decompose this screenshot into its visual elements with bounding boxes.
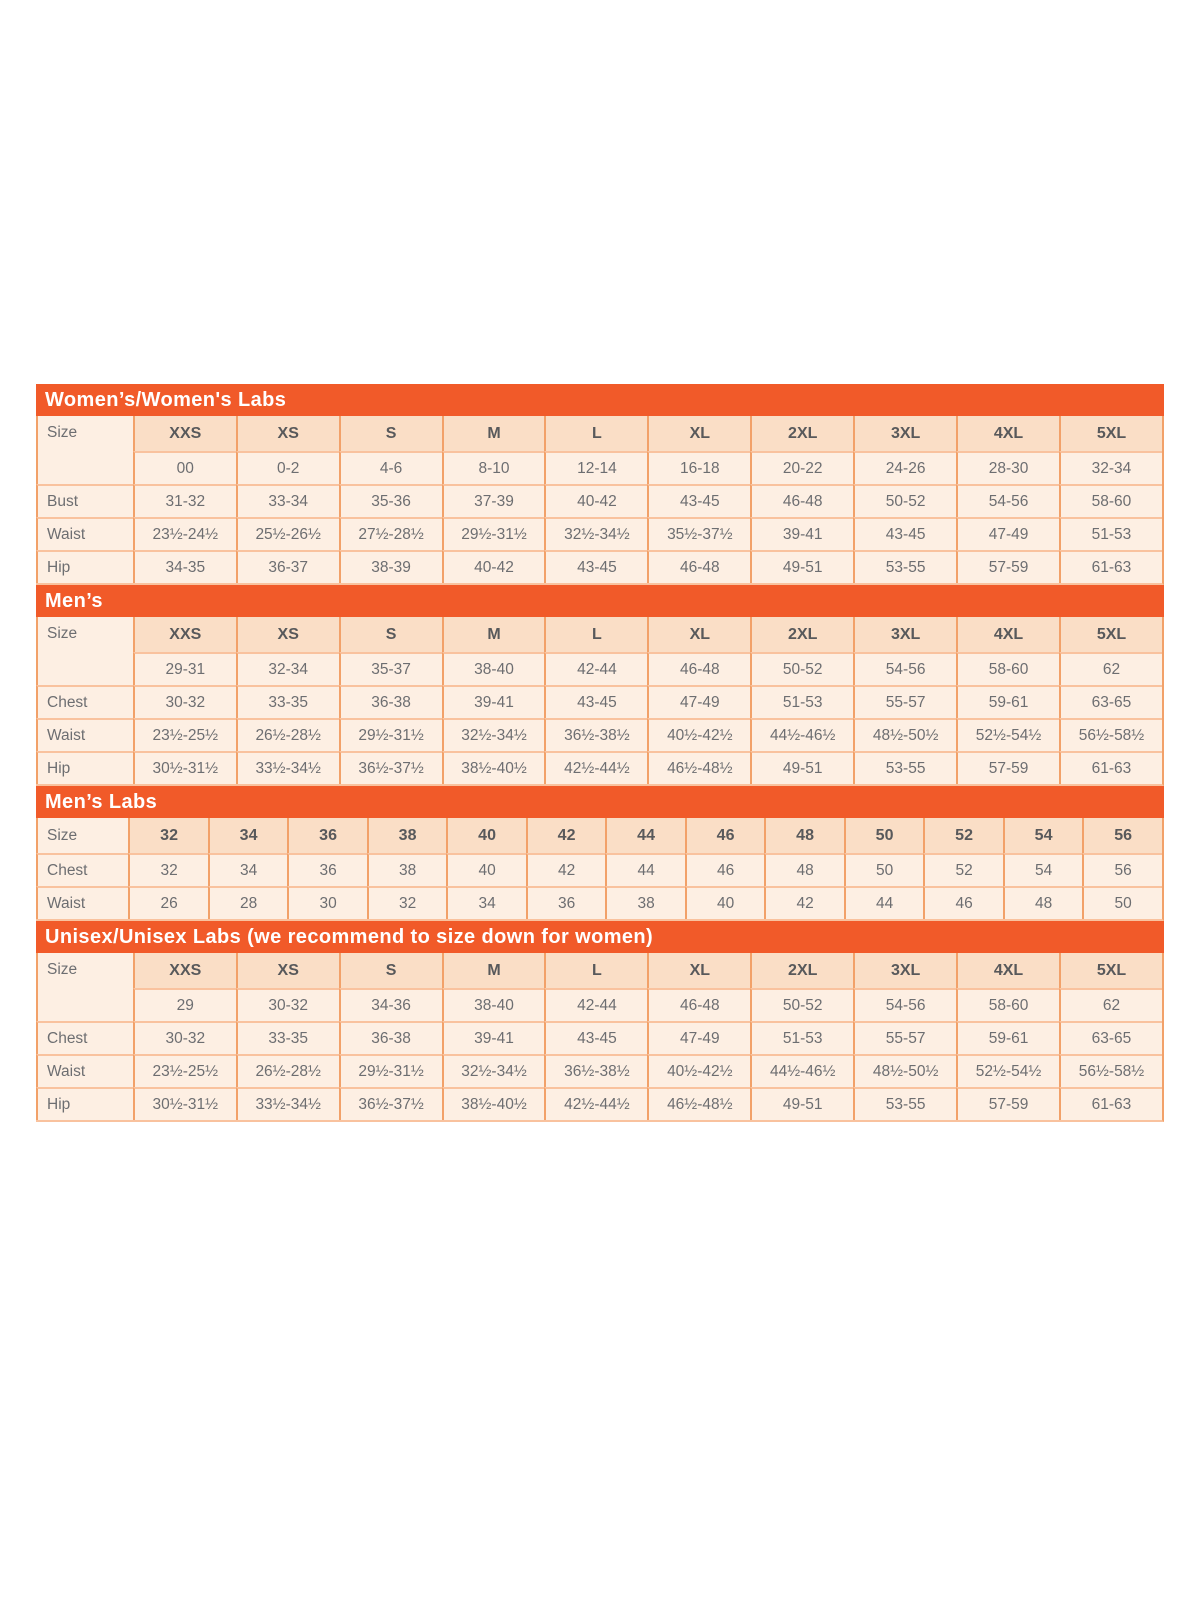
row-label-size: Size <box>36 953 133 1021</box>
value-cell: 40 <box>446 853 526 886</box>
numeric-size-cell: 54-56 <box>853 988 956 1021</box>
measurement-row <box>36 1054 1162 1087</box>
value-cell: 46 <box>923 886 1003 919</box>
value-cell: 36½-38½ <box>544 718 647 751</box>
value-cell: 42 <box>526 853 606 886</box>
value-cell: 32½-34½ <box>544 517 647 550</box>
row-label: Hip <box>36 751 133 784</box>
value-cell: 52 <box>923 853 1003 886</box>
measurement-row <box>36 517 1162 550</box>
numeric-size-cell: 29-31 <box>133 652 236 685</box>
measurement-row <box>36 550 1162 583</box>
table-title: Unisex/Unisex Labs (we recommend to size down for women) <box>36 921 1164 953</box>
value-cell: 33-35 <box>236 685 339 718</box>
value-cell: 47-49 <box>956 517 1059 550</box>
value-cell: 46½-48½ <box>647 1087 750 1120</box>
col-header-cell: 4XL <box>956 416 1059 451</box>
value-cell: 34 <box>208 853 288 886</box>
value-cell: 34 <box>446 886 526 919</box>
value-cell: 29½-31½ <box>442 517 545 550</box>
value-cell: 36 <box>287 853 367 886</box>
col-header-cell: 42 <box>526 818 606 853</box>
measurement-row <box>36 886 1162 919</box>
value-cell: 38 <box>605 886 685 919</box>
value-cell: 39-41 <box>442 1021 545 1054</box>
size-grid <box>36 617 1164 786</box>
value-cell: 31-32 <box>133 484 236 517</box>
col-header-cell: XL <box>647 416 750 451</box>
col-header-cell: M <box>442 617 545 652</box>
col-header-cell: S <box>339 416 442 451</box>
value-cell: 38-39 <box>339 550 442 583</box>
value-cell: 50 <box>1082 886 1162 919</box>
value-cell: 54-56 <box>956 484 1059 517</box>
value-cell: 27½-28½ <box>339 517 442 550</box>
size-grid <box>36 953 1164 1122</box>
value-cell: 51-53 <box>750 685 853 718</box>
value-cell: 36-38 <box>339 1021 442 1054</box>
size-table-1 <box>36 384 1164 585</box>
value-cell: 46-48 <box>750 484 853 517</box>
row-label: Hip <box>36 550 133 583</box>
col-header-cell: 5XL <box>1059 617 1162 652</box>
value-cell: 58-60 <box>1059 484 1162 517</box>
col-header-cell: XS <box>236 416 339 451</box>
col-header-cell: 48 <box>764 818 844 853</box>
size-table-2 <box>36 585 1164 786</box>
value-cell: 35-36 <box>339 484 442 517</box>
value-cell: 57-59 <box>956 550 1059 583</box>
value-cell: 63-65 <box>1059 1021 1162 1054</box>
value-cell: 30-32 <box>133 1021 236 1054</box>
value-cell: 26½-28½ <box>236 1054 339 1087</box>
col-header-cell: 38 <box>367 818 447 853</box>
col-header-cell: 3XL <box>853 416 956 451</box>
col-header-cell: XL <box>647 617 750 652</box>
value-cell: 32 <box>367 886 447 919</box>
value-cell: 46-48 <box>647 550 750 583</box>
col-header-cell: XXS <box>133 416 236 451</box>
value-cell: 32½-34½ <box>442 1054 545 1087</box>
numeric-size-cell: 50-52 <box>750 652 853 685</box>
col-header-cell: L <box>544 953 647 988</box>
value-cell: 38½-40½ <box>442 751 545 784</box>
col-header-cell: XXS <box>133 617 236 652</box>
row-label-size: Size <box>36 416 133 484</box>
value-cell: 33½-34½ <box>236 1087 339 1120</box>
value-cell: 43-45 <box>544 550 647 583</box>
value-cell: 48½-50½ <box>853 1054 956 1087</box>
value-cell: 57-59 <box>956 1087 1059 1120</box>
row-label: Bust <box>36 484 133 517</box>
numeric-size-cell: 50-52 <box>750 988 853 1021</box>
col-header-cell: 2XL <box>750 953 853 988</box>
size-grid <box>36 416 1164 585</box>
measurement-row <box>36 718 1162 751</box>
row-label: Waist <box>36 1054 133 1087</box>
value-cell: 47-49 <box>647 1021 750 1054</box>
col-header-cell: 2XL <box>750 416 853 451</box>
value-cell: 23½-25½ <box>133 1054 236 1087</box>
table-title: Men’s <box>36 585 1164 617</box>
value-cell: 51-53 <box>1059 517 1162 550</box>
col-header-cell: S <box>339 617 442 652</box>
col-header-cell: 52 <box>923 818 1003 853</box>
value-cell: 40½-42½ <box>647 1054 750 1087</box>
value-cell: 57-59 <box>956 751 1059 784</box>
value-cell: 40-42 <box>544 484 647 517</box>
numeric-size-row <box>36 451 1162 484</box>
row-label-size: Size <box>36 818 128 853</box>
value-cell: 49-51 <box>750 751 853 784</box>
value-cell: 63-65 <box>1059 685 1162 718</box>
col-header-cell: 40 <box>446 818 526 853</box>
value-cell: 39-41 <box>442 685 545 718</box>
size-table-4 <box>36 921 1164 1122</box>
value-cell: 54 <box>1003 853 1083 886</box>
value-cell: 26 <box>128 886 208 919</box>
value-cell: 36½-38½ <box>544 1054 647 1087</box>
header-row <box>36 953 1162 988</box>
header-row <box>36 617 1162 652</box>
col-header-cell: 5XL <box>1059 953 1162 988</box>
value-cell: 39-41 <box>750 517 853 550</box>
value-cell: 29½-31½ <box>339 718 442 751</box>
value-cell: 36 <box>526 886 606 919</box>
row-label: Waist <box>36 517 133 550</box>
value-cell: 43-45 <box>544 685 647 718</box>
col-header-cell: M <box>442 953 545 988</box>
value-cell: 26½-28½ <box>236 718 339 751</box>
value-cell: 59-61 <box>956 1021 1059 1054</box>
col-header-cell: 46 <box>685 818 765 853</box>
value-cell: 53-55 <box>853 1087 956 1120</box>
numeric-size-cell: 30-32 <box>236 988 339 1021</box>
value-cell: 38 <box>367 853 447 886</box>
value-cell: 36-37 <box>236 550 339 583</box>
numeric-size-cell: 46-48 <box>647 652 750 685</box>
row-label: Chest <box>36 853 128 886</box>
numeric-size-cell: 58-60 <box>956 652 1059 685</box>
value-cell: 61-63 <box>1059 550 1162 583</box>
row-label: Hip <box>36 1087 133 1120</box>
value-cell: 40½-42½ <box>647 718 750 751</box>
numeric-size-cell: 32-34 <box>236 652 339 685</box>
numeric-size-cell: 4-6 <box>339 451 442 484</box>
value-cell: 38½-40½ <box>442 1087 545 1120</box>
header-row <box>36 818 1162 853</box>
col-header-cell: L <box>544 416 647 451</box>
value-cell: 56 <box>1082 853 1162 886</box>
value-cell: 30½-31½ <box>133 751 236 784</box>
numeric-size-cell: 62 <box>1059 652 1162 685</box>
value-cell: 36½-37½ <box>339 751 442 784</box>
numeric-size-cell: 0-2 <box>236 451 339 484</box>
value-cell: 44½-46½ <box>750 718 853 751</box>
size-grid <box>36 818 1164 921</box>
numeric-size-cell: 35-37 <box>339 652 442 685</box>
numeric-size-cell: 8-10 <box>442 451 545 484</box>
measurement-row <box>36 751 1162 784</box>
col-header-cell: 2XL <box>750 617 853 652</box>
col-header-cell: 34 <box>208 818 288 853</box>
value-cell: 30½-31½ <box>133 1087 236 1120</box>
col-header-cell: XS <box>236 953 339 988</box>
numeric-size-row <box>36 652 1162 685</box>
measurement-row <box>36 1087 1162 1120</box>
measurement-row <box>36 685 1162 718</box>
numeric-size-cell: 16-18 <box>647 451 750 484</box>
value-cell: 53-55 <box>853 550 956 583</box>
numeric-size-cell: 34-36 <box>339 988 442 1021</box>
value-cell: 33½-34½ <box>236 751 339 784</box>
row-label: Waist <box>36 718 133 751</box>
numeric-size-row <box>36 988 1162 1021</box>
measurement-row <box>36 1021 1162 1054</box>
value-cell: 36½-37½ <box>339 1087 442 1120</box>
numeric-size-cell: 20-22 <box>750 451 853 484</box>
row-label: Chest <box>36 685 133 718</box>
value-cell: 42½-44½ <box>544 751 647 784</box>
row-label: Chest <box>36 1021 133 1054</box>
value-cell: 50-52 <box>853 484 956 517</box>
col-header-cell: 50 <box>844 818 924 853</box>
numeric-size-cell: 38-40 <box>442 652 545 685</box>
value-cell: 48 <box>764 853 844 886</box>
value-cell: 23½-24½ <box>133 517 236 550</box>
value-cell: 46 <box>685 853 765 886</box>
value-cell: 43-45 <box>647 484 750 517</box>
value-cell: 42½-44½ <box>544 1087 647 1120</box>
value-cell: 37-39 <box>442 484 545 517</box>
col-header-cell: 3XL <box>853 617 956 652</box>
value-cell: 42 <box>764 886 844 919</box>
numeric-size-cell: 46-48 <box>647 988 750 1021</box>
measurement-row <box>36 484 1162 517</box>
row-label-size: Size <box>36 617 133 685</box>
col-header-cell: 3XL <box>853 953 956 988</box>
value-cell: 56½-58½ <box>1059 1054 1162 1087</box>
numeric-size-cell: 42-44 <box>544 652 647 685</box>
value-cell: 55-57 <box>853 1021 956 1054</box>
numeric-size-cell: 54-56 <box>853 652 956 685</box>
value-cell: 61-63 <box>1059 751 1162 784</box>
numeric-size-cell: 29 <box>133 988 236 1021</box>
value-cell: 52½-54½ <box>956 718 1059 751</box>
numeric-size-cell: 32-34 <box>1059 451 1162 484</box>
numeric-size-cell: 00 <box>133 451 236 484</box>
value-cell: 49-51 <box>750 550 853 583</box>
numeric-size-cell: 42-44 <box>544 988 647 1021</box>
table-title: Men’s Labs <box>36 786 1164 818</box>
value-cell: 32 <box>128 853 208 886</box>
numeric-size-cell: 58-60 <box>956 988 1059 1021</box>
value-cell: 53-55 <box>853 751 956 784</box>
col-header-cell: XL <box>647 953 750 988</box>
col-header-cell: 5XL <box>1059 416 1162 451</box>
value-cell: 30 <box>287 886 367 919</box>
numeric-size-cell: 28-30 <box>956 451 1059 484</box>
value-cell: 33-34 <box>236 484 339 517</box>
value-cell: 50 <box>844 853 924 886</box>
col-header-cell: XS <box>236 617 339 652</box>
col-header-cell: 44 <box>605 818 685 853</box>
col-header-cell: 4XL <box>956 953 1059 988</box>
value-cell: 30-32 <box>133 685 236 718</box>
value-cell: 55-57 <box>853 685 956 718</box>
value-cell: 36-38 <box>339 685 442 718</box>
header-row <box>36 416 1162 451</box>
value-cell: 56½-58½ <box>1059 718 1162 751</box>
value-cell: 61-63 <box>1059 1087 1162 1120</box>
col-header-cell: M <box>442 416 545 451</box>
col-header-cell: 56 <box>1082 818 1162 853</box>
col-header-cell: 36 <box>287 818 367 853</box>
row-label: Waist <box>36 886 128 919</box>
value-cell: 33-35 <box>236 1021 339 1054</box>
size-table-3 <box>36 786 1164 921</box>
value-cell: 23½-25½ <box>133 718 236 751</box>
numeric-size-cell: 38-40 <box>442 988 545 1021</box>
value-cell: 59-61 <box>956 685 1059 718</box>
value-cell: 43-45 <box>544 1021 647 1054</box>
col-header-cell: 4XL <box>956 617 1059 652</box>
value-cell: 44 <box>605 853 685 886</box>
value-cell: 46½-48½ <box>647 751 750 784</box>
table-title: Women’s/Women's Labs <box>36 384 1164 416</box>
value-cell: 48 <box>1003 886 1083 919</box>
value-cell: 44½-46½ <box>750 1054 853 1087</box>
value-cell: 34-35 <box>133 550 236 583</box>
value-cell: 28 <box>208 886 288 919</box>
value-cell: 32½-34½ <box>442 718 545 751</box>
value-cell: 25½-26½ <box>236 517 339 550</box>
value-cell: 48½-50½ <box>853 718 956 751</box>
value-cell: 49-51 <box>750 1087 853 1120</box>
value-cell: 44 <box>844 886 924 919</box>
numeric-size-cell: 62 <box>1059 988 1162 1021</box>
value-cell: 29½-31½ <box>339 1054 442 1087</box>
value-cell: 51-53 <box>750 1021 853 1054</box>
value-cell: 47-49 <box>647 685 750 718</box>
measurement-row <box>36 853 1162 886</box>
size-charts <box>36 384 1164 1122</box>
col-header-cell: 32 <box>128 818 208 853</box>
value-cell: 35½-37½ <box>647 517 750 550</box>
numeric-size-cell: 24-26 <box>853 451 956 484</box>
col-header-cell: L <box>544 617 647 652</box>
value-cell: 40-42 <box>442 550 545 583</box>
col-header-cell: S <box>339 953 442 988</box>
numeric-size-cell: 12-14 <box>544 451 647 484</box>
value-cell: 43-45 <box>853 517 956 550</box>
col-header-cell: XXS <box>133 953 236 988</box>
value-cell: 52½-54½ <box>956 1054 1059 1087</box>
value-cell: 40 <box>685 886 765 919</box>
col-header-cell: 54 <box>1003 818 1083 853</box>
